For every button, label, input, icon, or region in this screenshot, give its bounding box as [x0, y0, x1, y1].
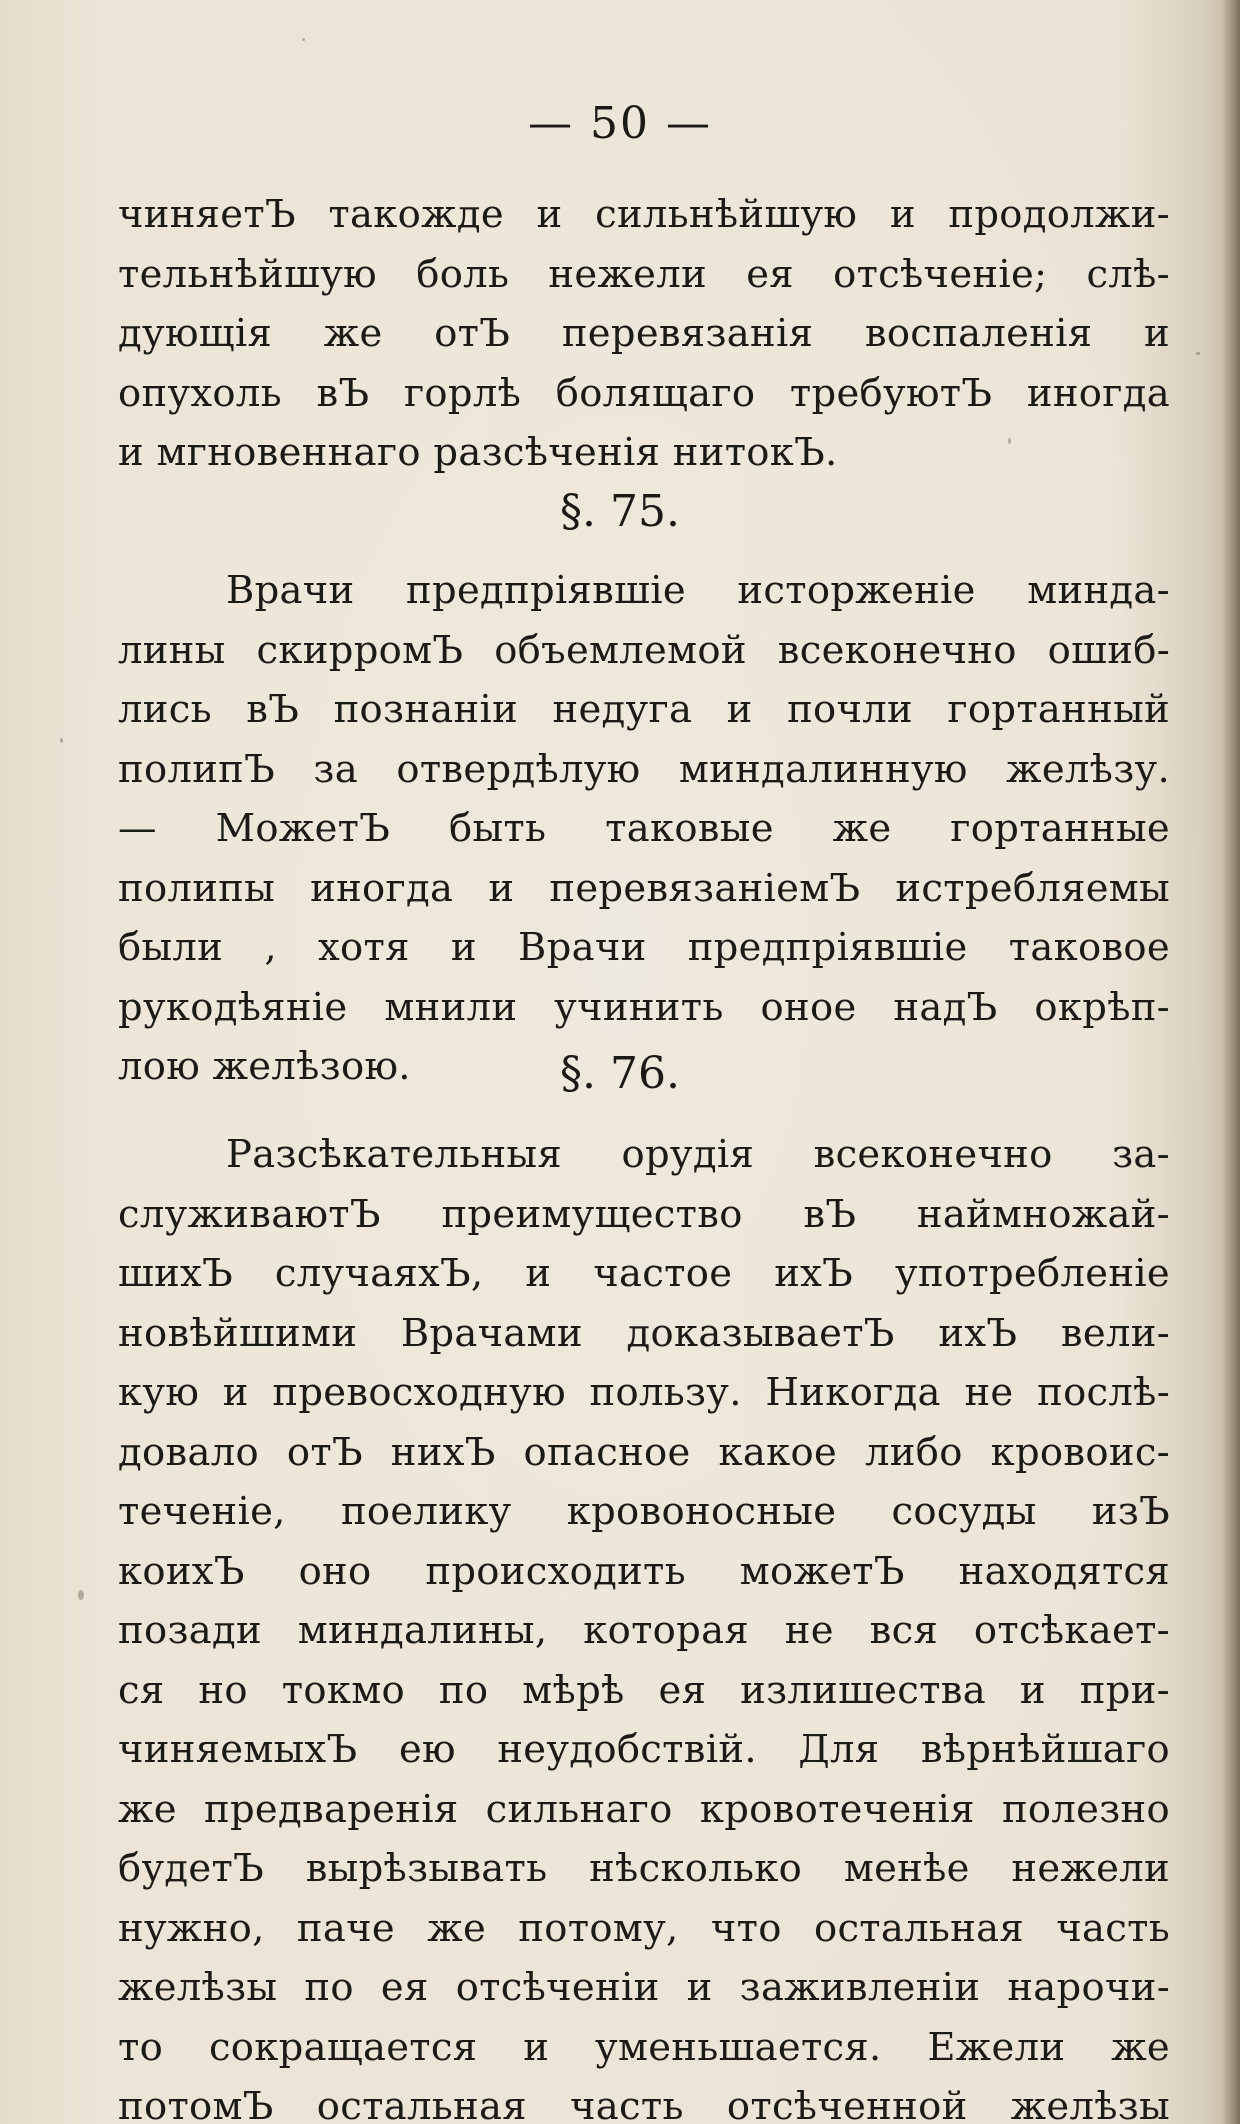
text-line: полипЪ за отвердѣлую миндалинную желѣзу. — [118, 746, 1170, 792]
text-line: лою желѣзою. — [118, 1044, 411, 1089]
text-line: лины скирромЪ объемлемой всеконечно ошиб- — [118, 627, 1170, 673]
text-line: ся но токмо по мѣрѣ ея излишества и при- — [118, 1667, 1170, 1713]
text-line: — МожетЪ быть таковые же гортанные — [118, 806, 1170, 851]
paragraph-section-75 — [118, 561, 1170, 1097]
section-heading-75: §. 75. — [560, 486, 680, 537]
paragraph-continuation — [118, 185, 1170, 483]
text-line: тельнѣйшую боль нежели ея отсѣченіе; слѣ- — [118, 251, 1170, 297]
text-line: желѣзы по ея отсѣченіи и заживленіи нарочи- — [118, 1965, 1170, 2010]
text-line: потомЪ остальная часть отсѣченной желѣзы — [118, 2084, 1170, 2124]
text-line: то сокращается и уменьшается. Ежели же — [118, 2024, 1170, 2070]
paragraph-section-76 — [118, 1125, 1170, 2124]
text-line: дующія же отЪ перевязанія воспаленія и — [118, 311, 1170, 356]
text-line: позади миндалины, которая не вся отсѣкает- — [118, 1608, 1170, 1653]
text-line: опухоль вЪ горлѣ болящаго требуютЪ иногда — [118, 370, 1170, 416]
text-line: коихЪ оно происходить можетЪ находятся — [118, 1548, 1170, 1594]
paper-speck — [302, 38, 305, 41]
page-number: — 50 — — [528, 98, 712, 149]
text-line: рукодѣяніе мнили учинить оное надЪ окрѣп- — [118, 984, 1170, 1030]
text-line: лись вЪ познаніи недуга и почли гортанный — [118, 687, 1170, 732]
text-line: новѣйшими Врачами доказываетЪ ихЪ вели- — [118, 1310, 1170, 1356]
section-heading-76: §. 76. — [560, 1048, 680, 1099]
text-line: кую и превосходную пользу. Никогда не послѣ- — [118, 1370, 1170, 1415]
text-line: же предваренія сильнаго кровотеченія полезно — [118, 1786, 1170, 1832]
text-line: Врачи предпріявшіе исторженіе минда- — [226, 568, 1170, 613]
text-line: Разсѣкательныя орудія всеконечно за- — [226, 1132, 1170, 1177]
paper-speck — [60, 738, 63, 743]
text-line: и мгновеннаго разсѣченія нитокЪ. — [118, 430, 838, 475]
paper-speck — [1008, 438, 1011, 444]
text-line: теченіе, поелику кровоносные сосуды изЪ — [118, 1489, 1170, 1534]
paper-speck — [78, 1590, 84, 1600]
text-line: чиняемыхЪ ею неудобствій. Для вѣрнѣйшаго — [118, 1727, 1170, 1772]
text-line: довало отЪ нихЪ опасное какое либо кровоис- — [118, 1429, 1170, 1475]
text-line: были , хотя и Врачи предпріявшіе таковое — [118, 925, 1170, 970]
text-line: полипы иногда и перевязаніемЪ истребляемы — [118, 865, 1170, 911]
text-line: шихЪ случаяхЪ, и частое ихЪ употребленіе — [118, 1251, 1170, 1296]
text-line: служиваютЪ преимущество вЪ наймножай- — [118, 1191, 1170, 1237]
text-line: чиняетЪ такожде и сильнѣйшую и продолжи- — [118, 192, 1170, 237]
paper-speck — [1196, 352, 1200, 355]
text-line: нужно, паче же потому, что остальная часть — [118, 1905, 1170, 1951]
text-line: будетЪ вырѣзывать нѣсколько менѣе нежели — [118, 1846, 1170, 1891]
